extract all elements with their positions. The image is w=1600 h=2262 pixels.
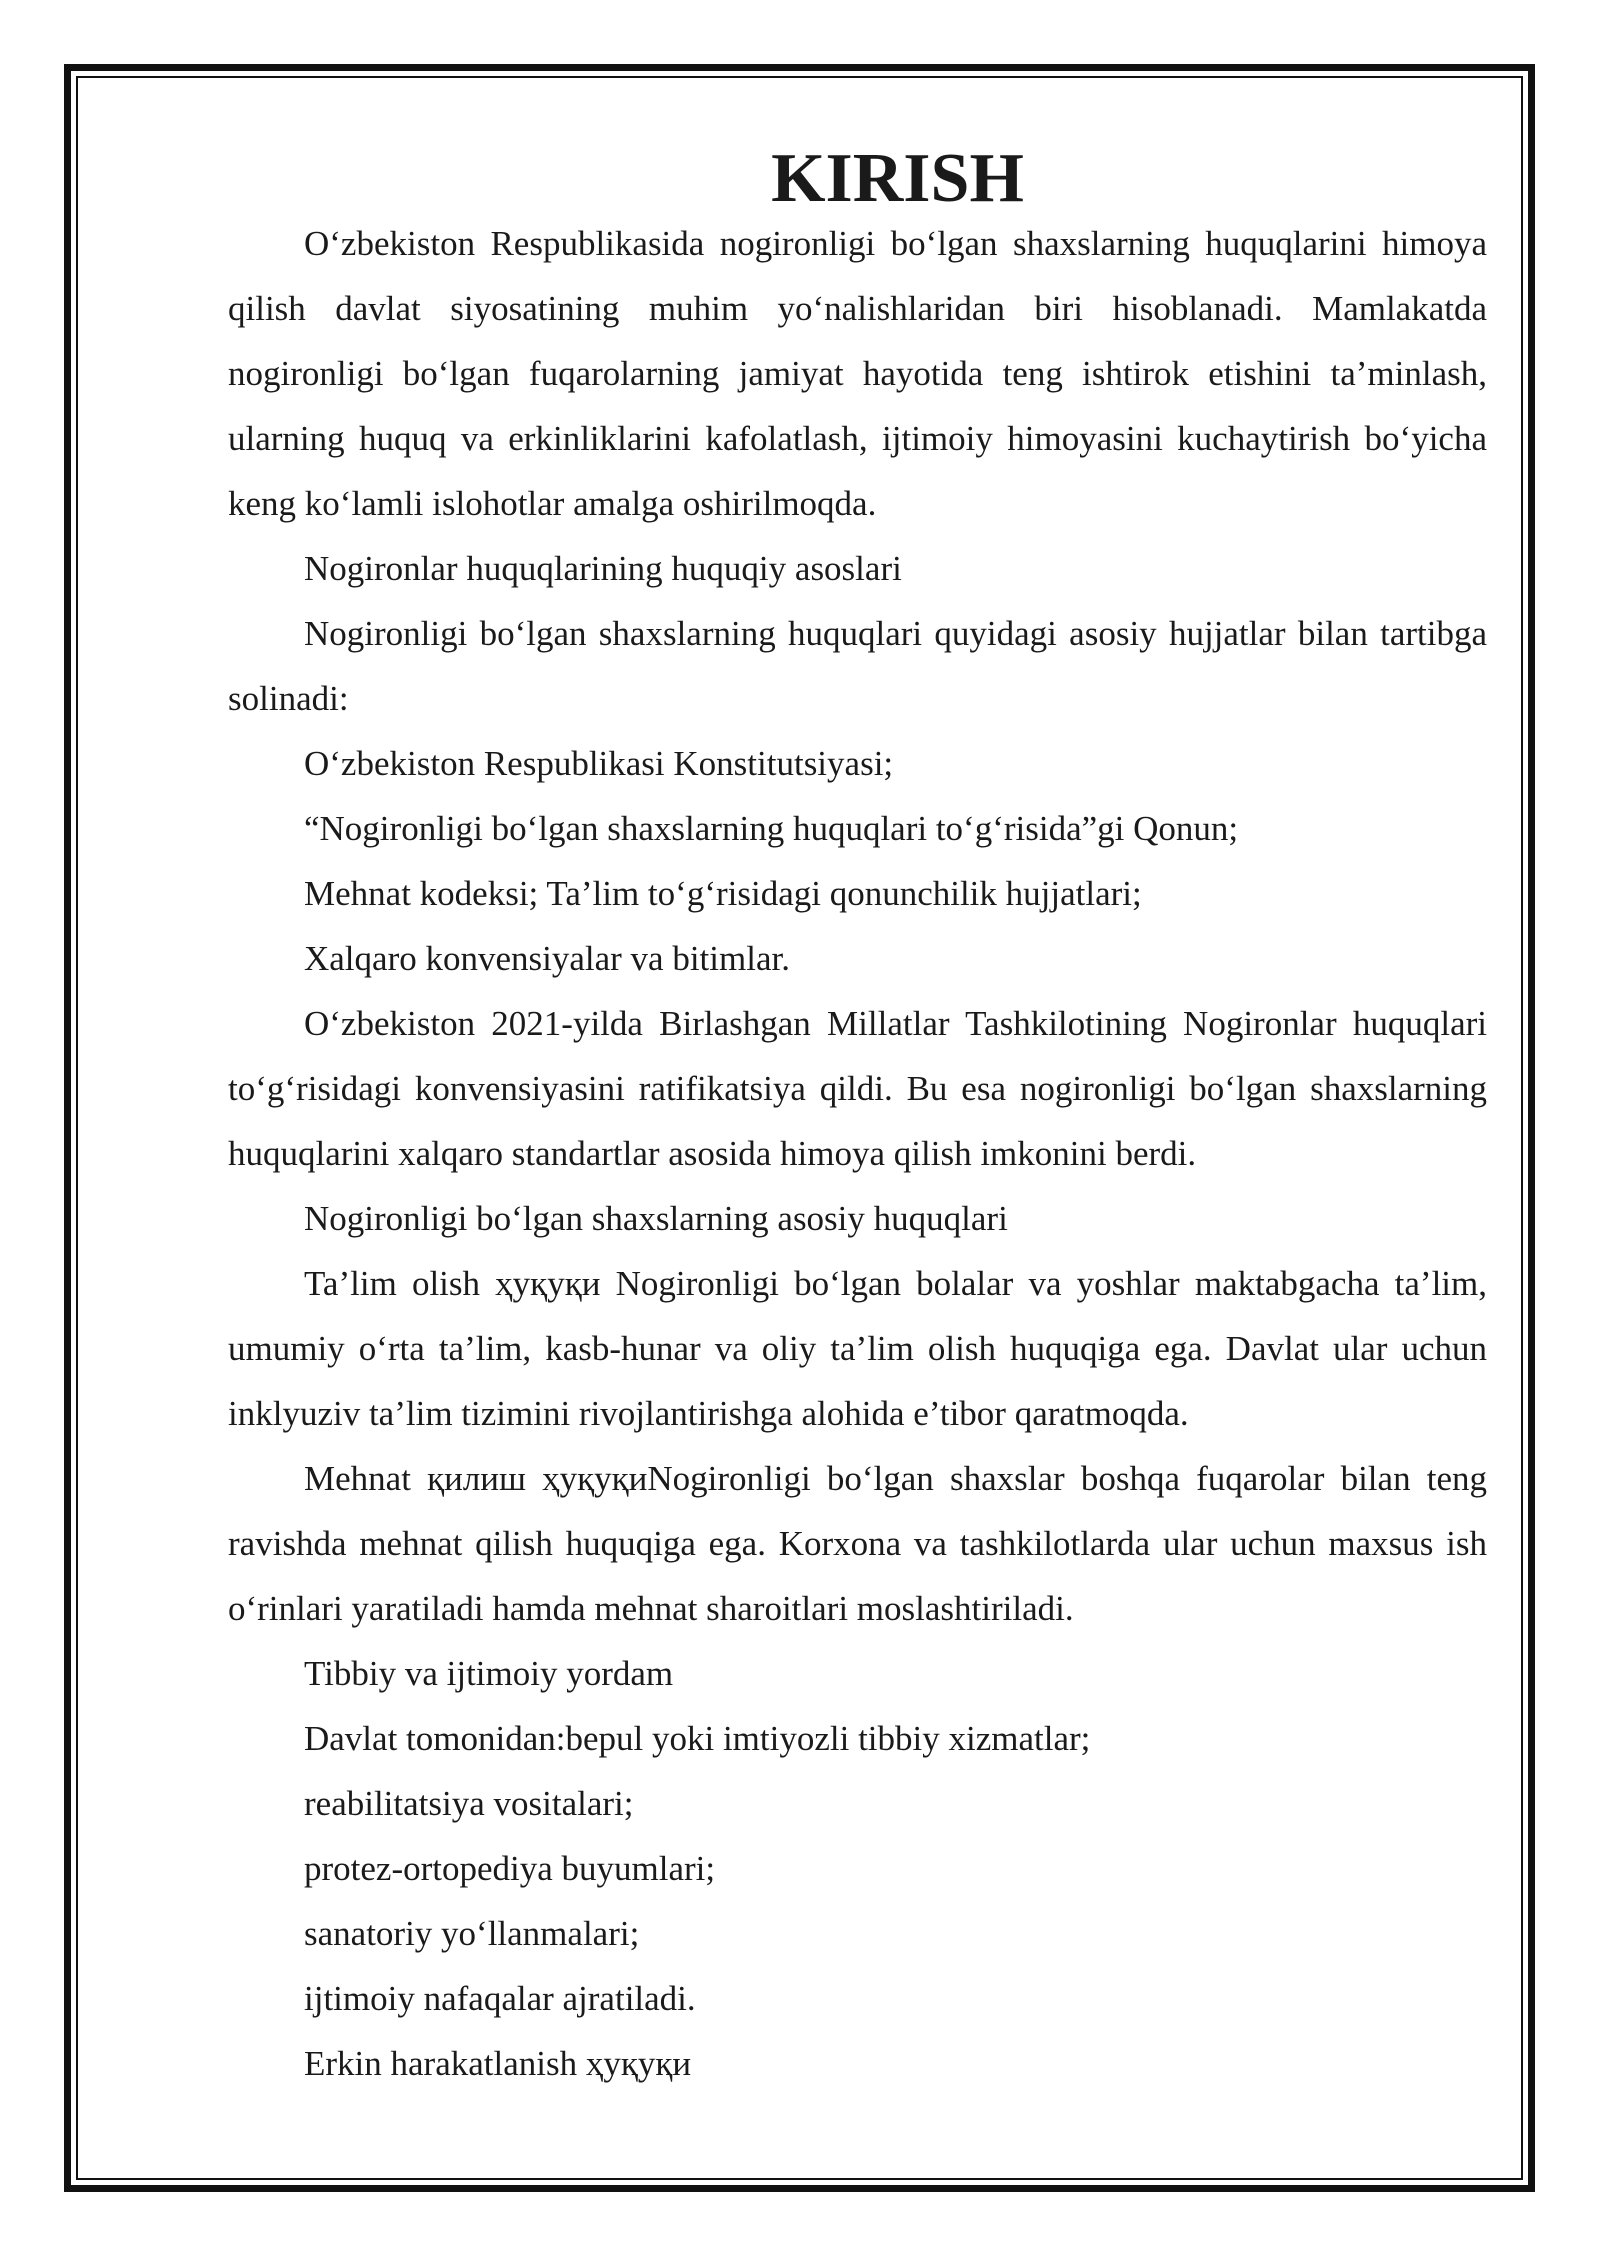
paragraph-ratification: O‘zbekiston 2021-yilda Birlashgan Millatlar Tashkilotining Nogironlar huquqlari to‘g‘risidagi konvensiyasini ratifikatsiya qildi. Bu esa nogironligi bo‘lgan shaxslarning huquqlarini xalqaro standartlar asosida himoya qilish imkonini berdi. <box>228 1004 1487 1173</box>
heading-basic-rights: Nogironligi bo‘lgan shaxslarning asosiy huquqlari <box>304 1199 1008 1238</box>
document-title: KIRISH <box>771 140 1024 217</box>
list-item-labor-code: Mehnat kodeksi; Ta’lim to‘g‘risidagi qonunchilik hujjatlari; <box>304 874 1142 913</box>
list-item-conventions: Xalqaro konvensiyalar va bitimlar. <box>304 939 790 978</box>
list-item-prosthetics: protez-ortopediya buyumlari; <box>304 1849 716 1888</box>
list-item-social-benefits: ijtimoiy nafaqalar ajratiladi. <box>304 1979 696 2018</box>
document-body <box>228 140 1487 2096</box>
paragraph-intro: O‘zbekiston Respublikasida nogironligi bo‘lgan shaxslarning huquqlarini himoya qilish davlat siyosatining muhim yo‘nalishlaridan biri hisoblanadi. Mamlakatda nogironligi bo‘lgan fuqarolarning jamiyat hayotida teng ishtirok etishini ta’minlash, ularning huquq va erkinliklarini kafolatlash, ijtimoiy himoyasini kuchaytirish bo‘yicha keng ko‘lamli islohotlar amalga oshirilmoqda. <box>228 224 1487 523</box>
list-item-medical-services: Davlat tomonidan:bepul yoki imtiyozli tibbiy xizmatlar; <box>304 1719 1091 1758</box>
list-item-rehabilitation: reabilitatsiya vositalari; <box>304 1784 634 1823</box>
paragraph-labor-right: Mehnat қилиш ҳуқуқиNogironligi bo‘lgan shaxslar boshqa fuqarolar bilan teng ravishda mehnat qilish huquqiga ega. Korxona va tashkilotlarda ular uchun maxsus ish o‘rinlari yaratiladi hamda mehnat sharoitlari moslashtiriladi. <box>228 1459 1487 1628</box>
paragraph-regulation: Nogironligi bo‘lgan shaxslarning huquqlari quyidagi asosiy hujjatlar bilan tartibga solinadi: <box>228 614 1487 718</box>
list-item-sanatorium: sanatoriy yo‘llanmalari; <box>304 1914 640 1953</box>
heading-free-movement: Erkin harakatlanish ҳуқуқи <box>304 2044 692 2083</box>
list-item-law: “Nogironligi bo‘lgan shaxslarning huquqlari to‘g‘risida”gi Qonun; <box>304 809 1239 848</box>
list-item-constitution: O‘zbekiston Respublikasi Konstitutsiyasi; <box>304 744 894 783</box>
heading-medical-social-aid: Tibbiy va ijtimoiy yordam <box>304 1654 674 1693</box>
paragraph-education-right: Ta’lim olish ҳуқуқи Nogironligi bo‘lgan bolalar va yoshlar maktabgacha ta’lim, umumiy o‘rta ta’lim, kasb-hunar va oliy ta’lim olish huquqiga ega. Davlat ular uchun inklyuziv ta’lim tizimini rivojlantirishga alohida e’tibor qaratmoqda. <box>228 1264 1487 1433</box>
heading-legal-basis: Nogironlar huquqlarining huquqiy asoslari <box>304 549 902 588</box>
